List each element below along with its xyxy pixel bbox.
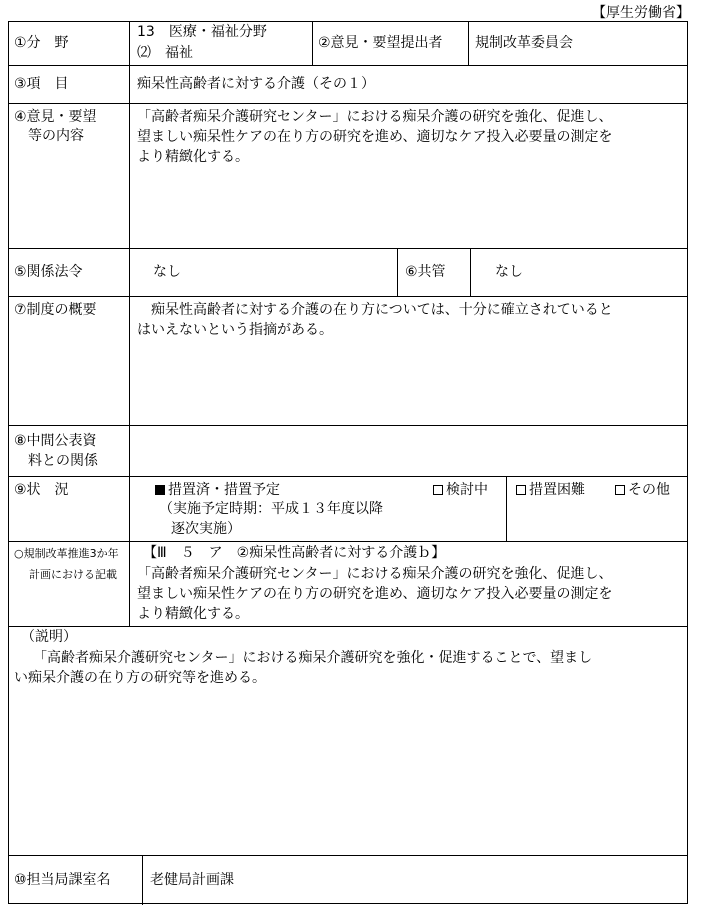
law-label: ⑤関係法令 [14, 264, 83, 280]
plan-label-line-1: ○規制改革推進3か年 [14, 547, 119, 560]
row-divider [9, 626, 687, 627]
system-line: 痴呆性高齢者に対する介護の在り方については、十分に確立されていると [151, 302, 613, 318]
row-divider [9, 541, 687, 542]
ministry-label: 【厚生労働省】 [592, 5, 690, 21]
row-divider [9, 103, 687, 104]
row-divider [9, 476, 687, 477]
field-value-line-1: 13 医療・福祉分野 [137, 24, 267, 40]
cell-divider [506, 476, 507, 541]
law-value: なし [153, 264, 181, 280]
office-label: ⑩担当局課室名 [14, 872, 111, 888]
checkbox-empty-icon [615, 485, 625, 495]
status-other-text: その他 [628, 482, 670, 498]
submitter-label: ②意見・要望提出者 [318, 35, 443, 51]
status-done-checkbox[interactable] [155, 481, 280, 499]
system-line: はいえないという指摘がある。 [137, 322, 333, 338]
opinion-line: 「高齢者痴呆介護研究センター」における痴呆介護の研究を強化、促進し、 [137, 109, 613, 125]
status-review-text: 検討中 [446, 482, 488, 498]
office-value: 老健局計画課 [150, 872, 234, 888]
field-value-line-2: ⑵ 福祉 [137, 45, 193, 61]
opinion-line: より精緻化する。 [137, 149, 249, 165]
plan-label-line-2: 計画における記載 [29, 568, 117, 581]
plan-line: 望ましい痴呆性ケアの在り方の研究を進め、適切なケア投入必要量の測定を [137, 586, 613, 602]
form-table [8, 21, 688, 904]
field-label: ①分 野 [14, 35, 69, 51]
opinion-line: 望ましい痴呆性ケアの在り方の研究を進め、適切なケア投入必要量の測定を [137, 129, 613, 145]
status-review-checkbox[interactable] [433, 481, 488, 499]
item-value: 痴呆性高齢者に対する介護（その１） [137, 76, 375, 92]
submitter-value: 規制改革委員会 [475, 35, 573, 51]
status-done-note-line-1: （実施予定時期：平成１３年度以降 [159, 501, 383, 517]
joint-label: ⑥共管 [405, 264, 446, 280]
explanation-line: 「高齢者痴呆介護研究センター」における痴呆介護研究を強化・促進することで、望まし [33, 650, 593, 666]
cell-divider [470, 248, 471, 296]
checkbox-checked-icon [155, 485, 165, 495]
item-label: ③項 目 [14, 76, 69, 92]
row-divider [9, 296, 687, 297]
checkbox-empty-icon [516, 485, 526, 495]
plan-heading: 【Ⅲ ５ ア ②痴呆性高齢者に対する介護ｂ】 [143, 545, 446, 561]
status-done-text: 措置済・措置予定 [168, 482, 280, 498]
explanation-label: （説明） [21, 629, 77, 645]
row-divider [9, 855, 687, 856]
plan-line: より精緻化する。 [137, 606, 249, 622]
status-other-checkbox[interactable] [615, 481, 670, 499]
cell-divider [397, 248, 398, 296]
system-label: ⑦制度の概要 [14, 302, 97, 318]
cell-divider [468, 22, 469, 65]
joint-value: なし [495, 264, 523, 280]
status-difficult-text: 措置困難 [529, 482, 585, 498]
row-divider [9, 425, 687, 426]
interim-label-line-1: ⑧中間公表資 [14, 433, 97, 449]
row-divider [9, 65, 687, 66]
opinion-label-line-1: ④意見・要望 [14, 109, 97, 125]
status-difficult-checkbox[interactable] [516, 481, 585, 499]
explanation-line: い痴呆介護の在り方の研究等を進める。 [14, 670, 266, 686]
cell-divider [142, 855, 143, 905]
status-done-note-line-2: 逐次実施） [171, 521, 241, 537]
checkbox-empty-icon [433, 485, 443, 495]
opinion-label-line-2: 等の内容 [28, 128, 84, 144]
plan-line: 「高齢者痴呆介護研究センター」における痴呆介護の研究を強化、促進し、 [137, 566, 613, 582]
status-label: ⑨状 況 [14, 482, 69, 498]
label-column-divider [129, 22, 130, 626]
cell-divider [312, 22, 313, 65]
interim-label-line-2: 料との関係 [28, 453, 98, 469]
row-divider [9, 248, 687, 249]
